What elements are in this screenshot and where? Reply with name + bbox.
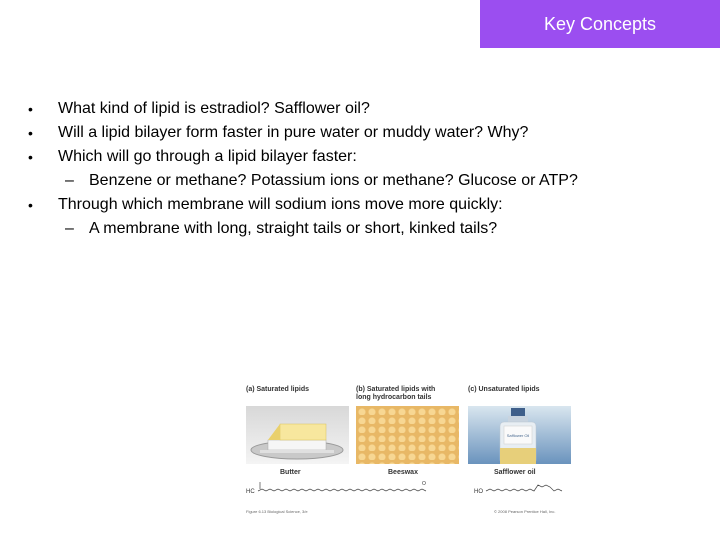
figure-credit-right: © 2008 Pearson Prentice Hall, Inc. [494,509,556,514]
bullet-marker: • [28,149,33,165]
formula-mid: O [422,481,426,487]
formula-right: HO [474,489,483,495]
figure-credit-left: Figure 6.13 Biological Science, 3/e [246,509,308,514]
label-beeswax: Beeswax [388,469,418,476]
bullet-item [28,145,708,169]
formula-left: HC [246,489,255,495]
label-safflower-oil: Safflower oil [494,469,536,476]
safflower-oil-photo [468,406,571,464]
caption-unsaturated: (c) Unsaturated lipids [468,386,540,393]
slide-title: Key Concepts [543,13,657,34]
caption-long-tails-line1: (b) Saturated lipids with [356,386,436,393]
bullet-marker: • [28,125,33,141]
sub-bullet-marker: – [65,220,74,237]
caption-long-tails-line2: long hydrocarbon tails [356,394,432,401]
sub-bullet-item [28,217,708,241]
sub-bullet-text: A membrane with long, straight tails or short, kinked tails? [89,220,498,237]
bullet-list [28,97,708,241]
bullet-text: Through which membrane will sodium ions move more quickly: [58,196,503,213]
beeswax-photo [356,406,459,464]
bullet-item [28,97,708,121]
sub-bullet-marker: – [65,172,74,189]
caption-saturated: (a) Saturated lipids [246,386,310,393]
bullet-text: Will a lipid bilayer form faster in pure water or muddy water? Why? [58,124,529,141]
oil-bottle-illustration [468,406,571,464]
bullet-text: What kind of lipid is estradiol? Safflower oil? [58,100,370,117]
lipid-structure-diagram [244,478,564,508]
bullet-marker: • [28,197,33,213]
bottle-label: Safflower Oil [506,433,530,438]
bullet-item [28,121,708,145]
saturated-chain [258,489,426,491]
bullet-marker: • [28,101,33,117]
sub-bullet-item [28,169,708,193]
bullet-text: Which will go through a lipid bilayer faster: [58,148,357,165]
bullet-item [28,193,708,217]
butter-photo [246,406,349,464]
sub-bullet-text: Benzene or methane? Potassium ions or methane? Glucose or ATP? [89,172,578,189]
title-banner [480,0,720,48]
lipid-figure [244,382,564,518]
butter-dish-illustration [246,406,349,464]
label-butter: Butter [280,469,301,476]
unsaturated-chain [486,485,562,491]
